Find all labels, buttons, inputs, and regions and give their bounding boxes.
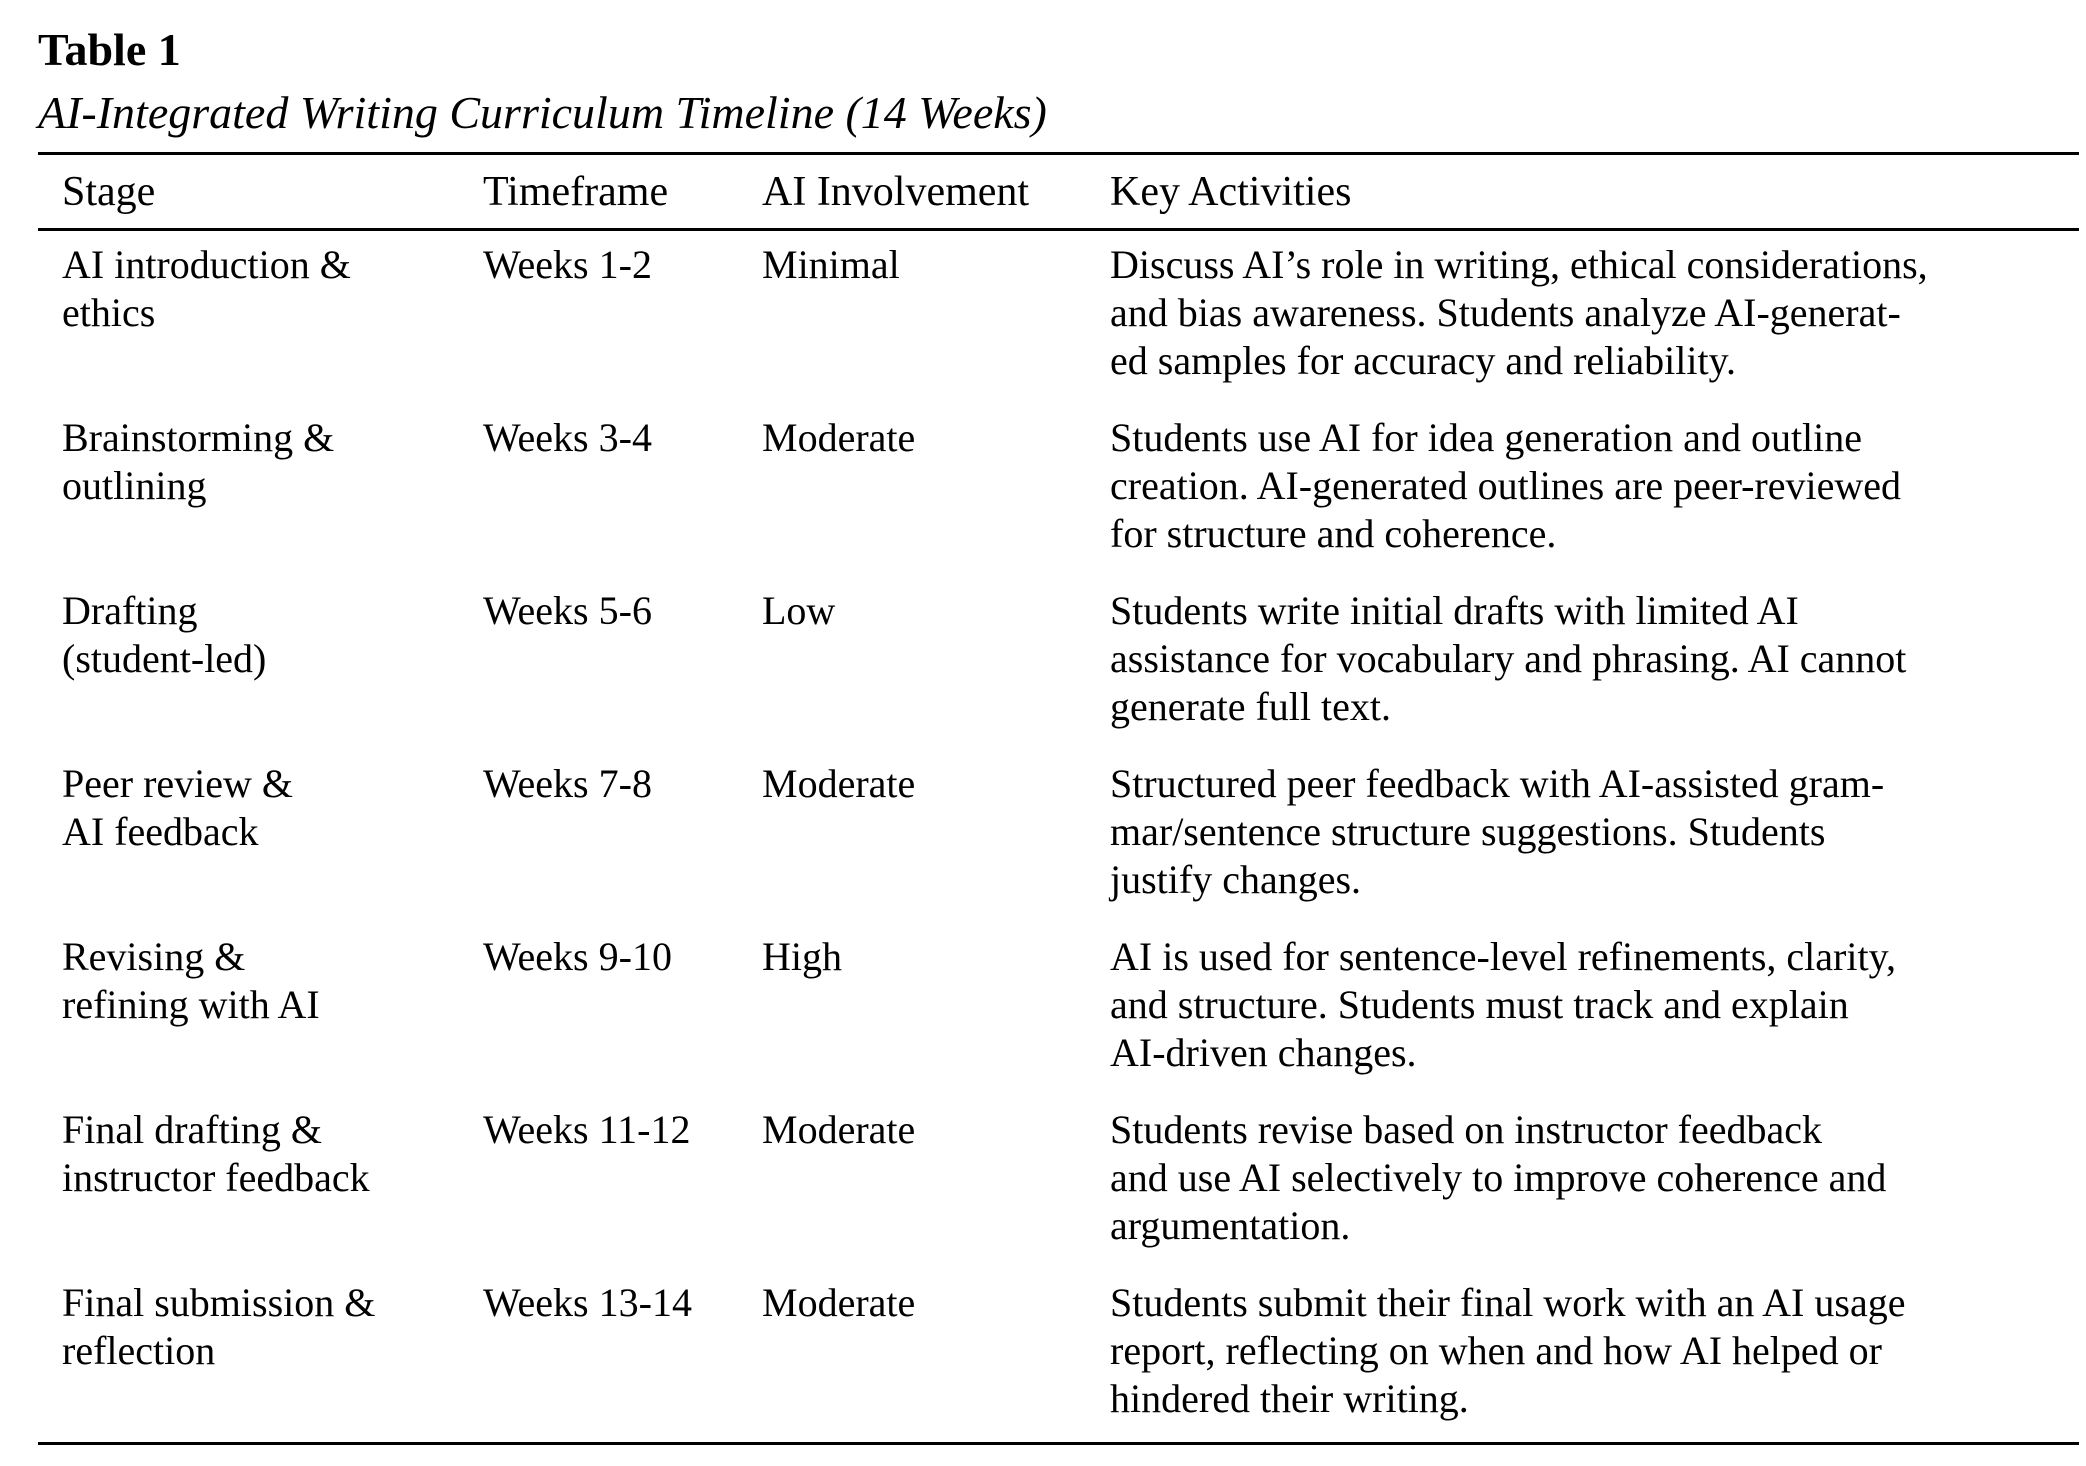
cell-stage bbox=[38, 241, 483, 385]
cell-line: Peer review & bbox=[62, 761, 294, 806]
cell-line: justify changes. bbox=[1110, 857, 1362, 902]
cell-stage bbox=[38, 760, 483, 904]
table-row bbox=[38, 1096, 2079, 1269]
cell-ai-involvement: Moderate bbox=[762, 761, 916, 806]
cell-line: and structure. Students must track and explain bbox=[1110, 982, 1849, 1027]
cell-ai-involvement: Moderate bbox=[762, 1107, 916, 1152]
cell-key-activities bbox=[1110, 1106, 2079, 1250]
cell-stage bbox=[38, 414, 483, 558]
cell-timeframe: Weeks 9-10 bbox=[483, 934, 672, 979]
cell-timeframe: Weeks 11-12 bbox=[483, 1107, 691, 1152]
cell-key-activities bbox=[1110, 1279, 2079, 1423]
cell-line: Students revise based on instructor feedback bbox=[1110, 1107, 1823, 1152]
cell-timeframe: Weeks 3-4 bbox=[483, 415, 652, 460]
cell-timeframe: Weeks 5-6 bbox=[483, 588, 652, 633]
cell-line: Drafting bbox=[62, 588, 198, 633]
cell-line: generate full text. bbox=[1110, 684, 1391, 729]
cell-ai-involvement: Moderate bbox=[762, 1280, 916, 1325]
cell-line: Students write initial drafts with limited AI bbox=[1110, 588, 1799, 633]
cell-line: mar/sentence structure suggestions. Students bbox=[1110, 809, 1826, 854]
cell-line: creation. AI-generated outlines are peer-reviewed bbox=[1110, 463, 1901, 508]
table-row bbox=[38, 923, 2079, 1096]
column-header-ai-involvement: AI Involvement bbox=[762, 169, 1030, 215]
cell-line: reflection bbox=[62, 1328, 216, 1373]
table-row bbox=[38, 404, 2079, 577]
cell-ai-involvement: Moderate bbox=[762, 415, 916, 460]
cell-key-activities bbox=[1110, 414, 2079, 558]
table-row bbox=[38, 577, 2079, 750]
cell-timeframe: Weeks 7-8 bbox=[483, 761, 652, 806]
cell-line: Brainstorming & bbox=[62, 415, 335, 460]
cell-timeframe: Weeks 1-2 bbox=[483, 242, 652, 287]
column-header-key-activities: Key Activities bbox=[1110, 169, 1352, 215]
table-row bbox=[38, 231, 2079, 404]
cell-line: Revising & bbox=[62, 934, 246, 979]
cell-ai-involvement: High bbox=[762, 934, 842, 979]
table-label: Table 1 bbox=[38, 24, 181, 75]
cell-line: refining with AI bbox=[62, 982, 320, 1027]
cell-line: instructor feedback bbox=[62, 1155, 370, 1200]
cell-key-activities bbox=[1110, 760, 2079, 904]
curriculum-table bbox=[38, 152, 2079, 1445]
cell-line: Discuss AI’s role in writing, ethical considerations, bbox=[1110, 242, 1928, 287]
cell-key-activities bbox=[1110, 587, 2079, 731]
cell-line: and bias awareness. Students analyze AI-generat- bbox=[1110, 290, 1901, 335]
table-row bbox=[38, 1269, 2079, 1442]
table-caption: AI-Integrated Writing Curriculum Timeline (14 Weeks) bbox=[38, 87, 1047, 138]
cell-line: and use AI selectively to improve coherence and bbox=[1110, 1155, 1887, 1200]
cell-line: AI is used for sentence-level refinements, clarity, bbox=[1110, 934, 1896, 979]
cell-line: Students submit their final work with an AI usage bbox=[1110, 1280, 1906, 1325]
cell-line: AI-driven changes. bbox=[1110, 1030, 1417, 1075]
cell-line: for structure and coherence. bbox=[1110, 511, 1557, 556]
cell-line: Final drafting & bbox=[62, 1107, 322, 1152]
cell-line: outlining bbox=[62, 463, 207, 508]
cell-key-activities bbox=[1110, 241, 2079, 385]
cell-line: assistance for vocabulary and phrasing. AI cannot bbox=[1110, 636, 1907, 681]
cell-line: ethics bbox=[62, 290, 156, 335]
cell-timeframe: Weeks 13-14 bbox=[483, 1280, 692, 1325]
cell-line: Structured peer feedback with AI-assisted gram- bbox=[1110, 761, 1885, 806]
column-header-stage: Stage bbox=[62, 169, 156, 215]
cell-line: (student-led) bbox=[62, 636, 267, 681]
cell-line: AI introduction & bbox=[62, 242, 351, 287]
cell-line: hindered their writing. bbox=[1110, 1376, 1469, 1421]
cell-line: ed samples for accuracy and reliability. bbox=[1110, 338, 1737, 383]
cell-stage bbox=[38, 933, 483, 1077]
column-header-timeframe: Timeframe bbox=[483, 169, 669, 215]
cell-stage bbox=[38, 1279, 483, 1423]
cell-line: report, reflecting on when and how AI helped or bbox=[1110, 1328, 1882, 1373]
table-row bbox=[38, 750, 2079, 923]
cell-line: Final submission & bbox=[62, 1280, 376, 1325]
cell-stage bbox=[38, 587, 483, 731]
table-body bbox=[38, 231, 2079, 1442]
cell-line: argumentation. bbox=[1110, 1203, 1351, 1248]
cell-ai-involvement: Low bbox=[762, 588, 836, 633]
cell-ai-involvement: Minimal bbox=[762, 242, 900, 287]
cell-stage bbox=[38, 1106, 483, 1250]
table-header-row bbox=[38, 155, 2079, 231]
cell-line: AI feedback bbox=[62, 809, 259, 854]
cell-line: Students use AI for idea generation and outline bbox=[1110, 415, 1863, 460]
cell-key-activities bbox=[1110, 933, 2079, 1077]
